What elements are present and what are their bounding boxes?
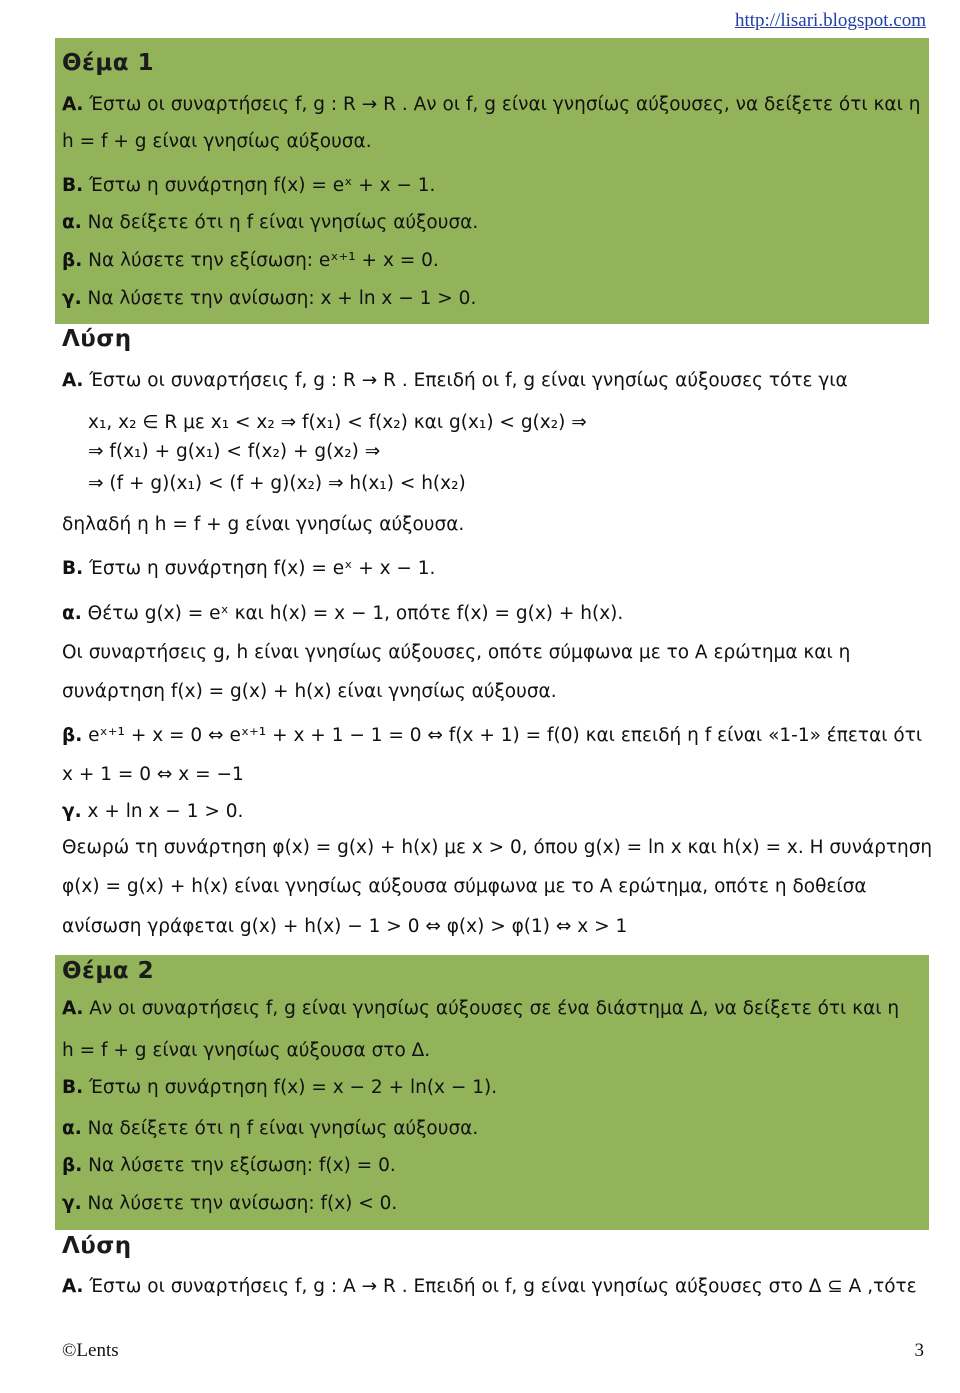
footer-author: ©Lents (62, 1340, 119, 1361)
section-marker: Β. (62, 558, 84, 579)
thema-1-title: Θέμα 1 (62, 50, 155, 76)
lysi-2-line: Α. Έστω οι συναρτήσεις f, g : A → R . Επειδή οι f, g είναι γνησίως αύξουσες στο Δ ⊆ A ,τότε (62, 1276, 917, 1297)
lysi-1-line: α. Θέτω g(x) = eˣ και h(x) = x − 1, οπότε f(x) = g(x) + h(x). (62, 603, 624, 624)
thema-1-line: α. Να δείξετε ότι η f είναι γνησίως αύξουσα. (62, 212, 479, 233)
thema-1-line: h = f + g είναι γνησίως αύξουσα. (62, 131, 372, 152)
lysi-2-title: Λύση (62, 1233, 132, 1259)
thema-2-line: h = f + g είναι γνησίως αύξουσα στο Δ. (62, 1040, 431, 1061)
lysi-1-line: ⇒ (f + g)(x₁) < (f + g)(x₂) ⇒ h(x₁) < h(x₂) (88, 473, 466, 494)
lysi-1-line: δηλαδή η h = f + g είναι γνησίως αύξουσα. (62, 514, 465, 535)
thema-1-line: Α. Έστω οι συναρτήσεις f, g : R → R . Αν οι f, g είναι γνησίως αύξουσες, να δείξετε ότι και η (62, 94, 921, 115)
section-marker: β. (62, 725, 83, 746)
thema-1-line: β. Να λύσετε την εξίσωση: eˣ⁺¹ + x = 0. (62, 250, 439, 271)
lysi-1-line: ανίσωση γράφεται g(x) + h(x) − 1 > 0 ⇔ φ(x) > φ(1) ⇔ x > 1 (62, 916, 628, 937)
section-marker: α. (62, 212, 82, 233)
lysi-1-line: x₁, x₂ ∈ R με x₁ < x₂ ⇒ f(x₁) < f(x₂) και g(x₁) < g(x₂) ⇒ (88, 412, 587, 433)
lysi-1-line: Οι συναρτήσεις g, h είναι γνησίως αύξουσες, οπότε σύμφωνα με το Α ερώτημα και η (62, 642, 851, 663)
lysi-1-line: φ(x) = g(x) + h(x) είναι γνησίως αύξουσα σύμφωνα με το Α ερώτημα, οπότε η δοθείσα (62, 876, 867, 897)
section-marker: β. (62, 1155, 83, 1176)
lysi-1-line: συνάρτηση f(x) = g(x) + h(x) είναι γνησίως αύξουσα. (62, 681, 557, 702)
section-marker: γ. (62, 801, 82, 822)
thema-2-title: Θέμα 2 (62, 958, 155, 984)
thema-2-line: β. Να λύσετε την εξίσωση: f(x) = 0. (62, 1155, 396, 1176)
thema-2-line: Α. Αν οι συναρτήσεις f, g είναι γνησίως αύξουσες σε ένα διάστημα Δ, να δείξετε ότι και η (62, 998, 900, 1019)
lysi-1-line: β. eˣ⁺¹ + x = 0 ⇔ eˣ⁺¹ + x + 1 − 1 = 0 ⇔ f(x + 1) = f(0) και επειδή η f είναι «1-1» έπεται ότι (62, 725, 923, 746)
page-number: 3 (914, 1340, 924, 1361)
lysi-1-line: γ. x + ln x − 1 > 0. (62, 801, 244, 822)
lysi-1-line: Θεωρώ τη συνάρτηση φ(x) = g(x) + h(x) με x > 0, όπου g(x) = ln x και h(x) = x. Η συνάρτηση (62, 837, 933, 858)
thema-2-line: α. Να δείξετε ότι η f είναι γνησίως αύξουσα. (62, 1118, 479, 1139)
lysi-1-line: Α. Έστω οι συναρτήσεις f, g : R → R . Επειδή οι f, g είναι γνησίως αύξουσες τότε για (62, 370, 848, 391)
lysi-1-title: Λύση (62, 326, 132, 352)
section-marker: Α. (62, 370, 84, 391)
section-marker: γ. (62, 288, 82, 309)
section-marker: Β. (62, 1077, 84, 1098)
thema-2-line: Β. Έστω η συνάρτηση f(x) = x − 2 + ln(x − 1). (62, 1077, 498, 1098)
header-link[interactable]: http://lisari.blogspot.com (734, 10, 926, 31)
lysi-1-line: Β. Έστω η συνάρτηση f(x) = eˣ + x − 1. (62, 558, 436, 579)
lysi-1-line: ⇒ f(x₁) + g(x₁) < f(x₂) + g(x₂) ⇒ (88, 441, 381, 462)
thema-1-line: Β. Έστω η συνάρτηση f(x) = eˣ + x − 1. (62, 175, 436, 196)
section-marker: Α. (62, 998, 84, 1019)
section-marker: α. (62, 1118, 82, 1139)
section-marker: γ. (62, 1193, 82, 1214)
section-marker: Α. (62, 1276, 84, 1297)
thema-2-line: γ. Να λύσετε την ανίσωση: f(x) < 0. (62, 1193, 398, 1214)
section-marker: Β. (62, 175, 84, 196)
section-marker: Α. (62, 94, 84, 115)
thema-1-line: γ. Να λύσετε την ανίσωση: x + ln x − 1 > 0. (62, 288, 477, 309)
section-marker: β. (62, 250, 83, 271)
lysi-1-line: x + 1 = 0 ⇔ x = −1 (62, 764, 244, 785)
section-marker: α. (62, 603, 82, 624)
